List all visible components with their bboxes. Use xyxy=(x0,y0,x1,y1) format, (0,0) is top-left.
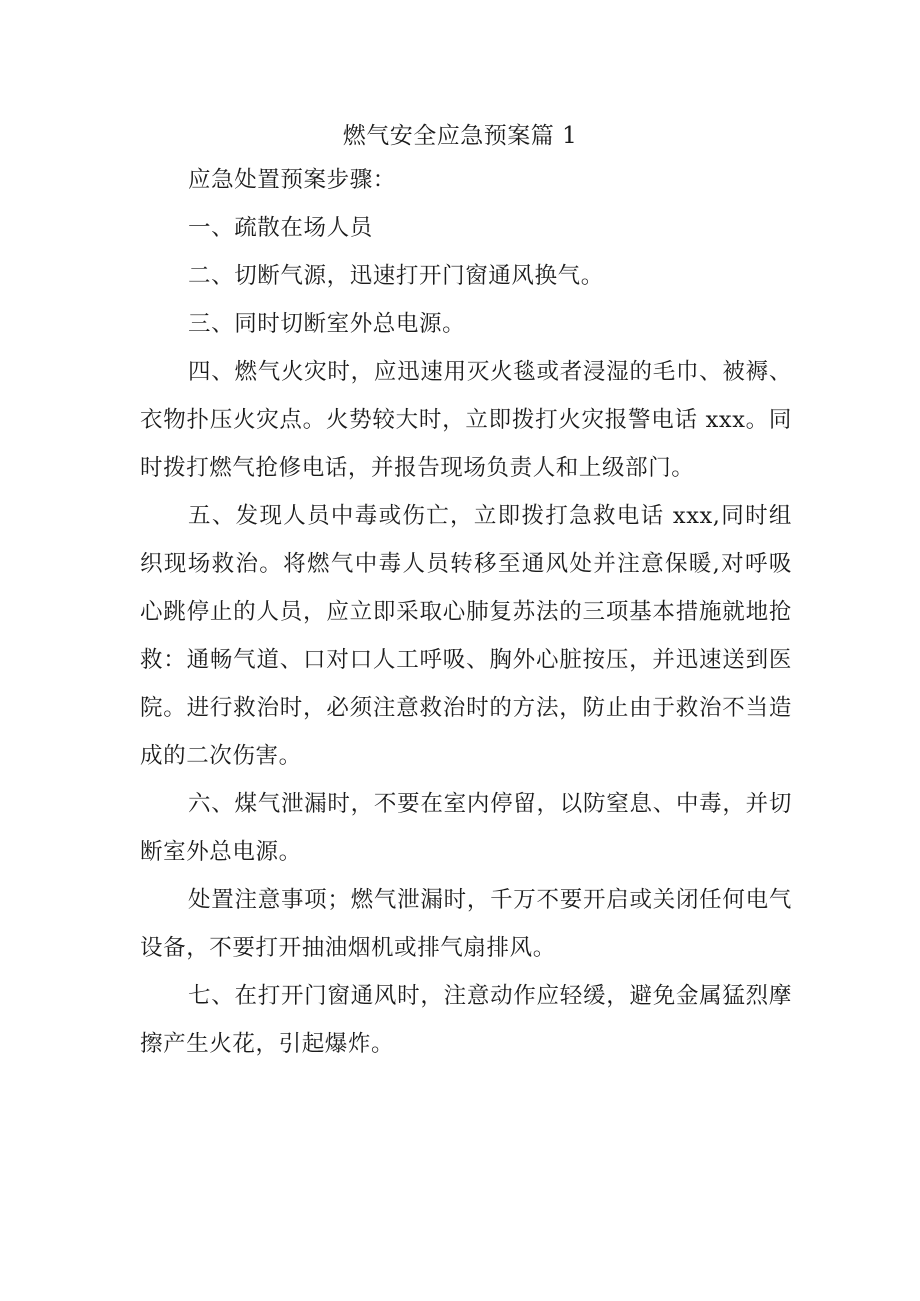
document-body xyxy=(140,156,792,1068)
paragraph-precautions: 处置注意事项；燃气泄漏时，千万不要开启或关闭任何电气设备，不要打开抽油烟机或排气扇排风。 xyxy=(140,887,792,961)
paragraph-step-3: 三、同时切断室外总电源。 xyxy=(188,311,466,337)
paragraph-step-5: 五、发现人员中毒或伤亡，立即拨打急救电话 xxx,同时组织现场救治。将燃气中毒人员转移至通风处并注意保暖,对呼吸心跳停止的人员，应立即采取心肺复苏法的三项基本措施就地抢救：通畅气道、口对口人工呼吸、胸外心脏按压，并迅速送到医院。进行救治时，必须注意救治时的方法，防止由于救治不当造成的二次伤害。 xyxy=(140,503,792,769)
paragraph-step-1: 一、疏散在场人员 xyxy=(188,215,373,241)
paragraph-step-4: 四、燃气火灾时，应迅速用灭火毯或者浸湿的毛巾、被褥、衣物扑压火灾点。火势较大时，立即拨打火灾报警电话 xxx。同时拨打燃气抢修电话，并报告现场负责人和上级部门。 xyxy=(140,359,792,481)
paragraph-procedure-heading: 应急处置预案步骤： xyxy=(188,167,396,193)
document-title: 燃气安全应急预案篇 1 xyxy=(342,123,578,149)
paragraph-step-7: 七、在打开门窗通风时，注意动作应轻缓，避免金属猛烈摩擦产生火花，引起爆炸。 xyxy=(140,983,792,1057)
paragraph-step-2: 二、切断气源，迅速打开门窗通风换气。 xyxy=(188,263,604,289)
paragraph-step-6: 六、煤气泄漏时，不要在室内停留，以防窒息、中毒，并切断室外总电源。 xyxy=(140,791,792,865)
